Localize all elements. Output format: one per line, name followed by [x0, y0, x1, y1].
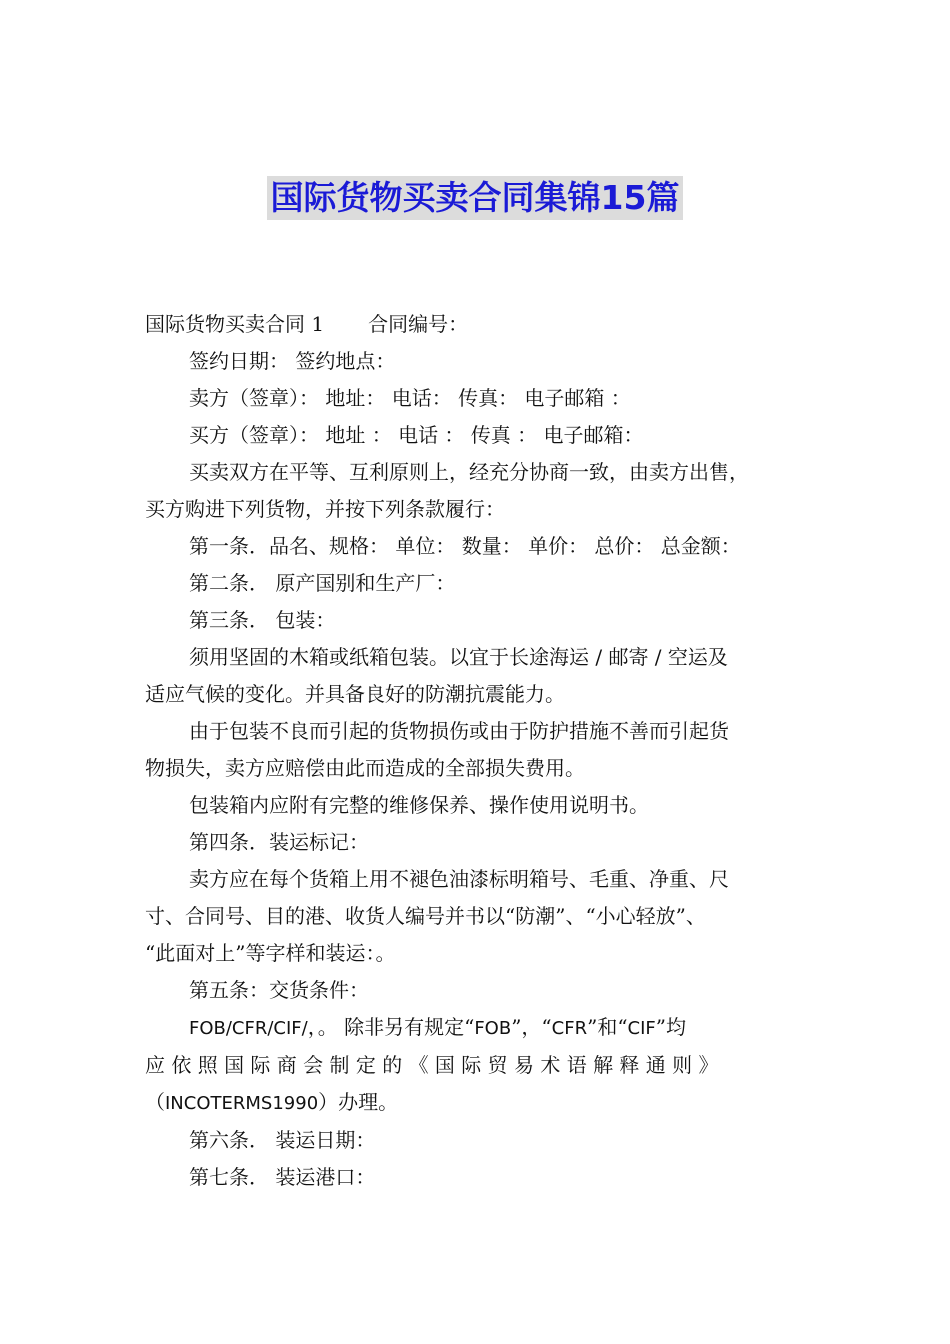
- damage-line1: 由于包装不良而引起的货物损伤或由于防护措施不善而引起货: [189, 719, 729, 743]
- marking-line1: 卖方应在每个货箱上用不褪色油漆标明箱号、毛重、净重、尺: [189, 867, 729, 891]
- terms-text-a: ，。 除非另有规定“: [307, 1015, 475, 1039]
- title-block: [0, 176, 950, 220]
- paragraph-preamble-line1: 买卖双方在平等、互利原则上，经充分协商一致，由卖方出售，: [189, 460, 749, 484]
- manual-line: 包装箱内应附有完整的维修保养、操作使用说明书。: [189, 793, 649, 817]
- contract-name: 国际货物买卖合同 1: [145, 312, 325, 336]
- clause-3: 第三条． 包装：: [189, 608, 336, 632]
- paragraph-preamble-line2: 买方购进下列货物，并按下列条款履行：: [145, 497, 505, 521]
- term-fob: FOB: [474, 1018, 512, 1039]
- terms-end: ）办理。: [318, 1090, 399, 1114]
- paragraph-contract-heading: [145, 306, 805, 343]
- clause-4: 第四条．装运标记：: [189, 830, 369, 854]
- terms-codes: FOB/CFR/CIF/: [189, 1018, 308, 1039]
- paragraph-buyer: 买方（签章）： 地址 ： 电话 ： 传真 ： 电子邮箱：: [189, 423, 644, 447]
- terms-text-d: ”均: [655, 1015, 687, 1039]
- paragraph-seller: 卖方（签章）： 地址： 电话： 传真： 电子邮箱 ：: [189, 386, 631, 410]
- paren-open: （: [145, 1090, 165, 1114]
- clause-2: 第二条． 原产国别和生产厂：: [189, 571, 456, 595]
- marking-line2: 寸、合同号、目的港、收货人编号并书以“防潮”、“小心轻放”、: [145, 904, 706, 928]
- terms-text-c: ”和“: [587, 1015, 628, 1039]
- clause-5: 第五条：交货条件：: [189, 978, 369, 1002]
- document-body: [145, 306, 805, 1196]
- clause-1: 第一条．品名、规格： 单位： 数量： 单价： 总价： 总金额：: [189, 534, 741, 558]
- damage-line2: 物损失，卖方应赔偿由此而造成的全部损失费用。: [145, 756, 585, 780]
- incoterms: INCOTERMS1990: [165, 1093, 319, 1114]
- paragraph-signing: 签约日期： 签约地点：: [189, 349, 396, 373]
- clause-7: 第七条． 装运港口：: [189, 1165, 376, 1189]
- term-cfr: CFR: [551, 1018, 588, 1039]
- packing-line2: 适应气候的变化。并具备良好的防潮抗震能力。: [145, 682, 565, 706]
- term-cif: CIF: [627, 1018, 656, 1039]
- clause-6: 第六条． 装运日期：: [189, 1128, 376, 1152]
- marking-line3: “此面对上”等字样和装运：。: [145, 941, 396, 965]
- terms-text-b: ”，“: [511, 1015, 552, 1039]
- packing-line1: 须用坚固的木箱或纸箱包装。以宜于长途海运 / 邮寄 / 空运及: [189, 645, 728, 669]
- contract-number-label: 合同编号：: [368, 312, 469, 336]
- terms-line1: [145, 1009, 805, 1047]
- document-title: 国际货物买卖合同集锦15篇: [267, 176, 684, 220]
- terms-line3: [145, 1084, 805, 1122]
- terms-line2: 应 依 照 国 际 商 会 制 定 的 《 国 际 贸 易 术 语 解 释 通 则 》: [145, 1053, 719, 1077]
